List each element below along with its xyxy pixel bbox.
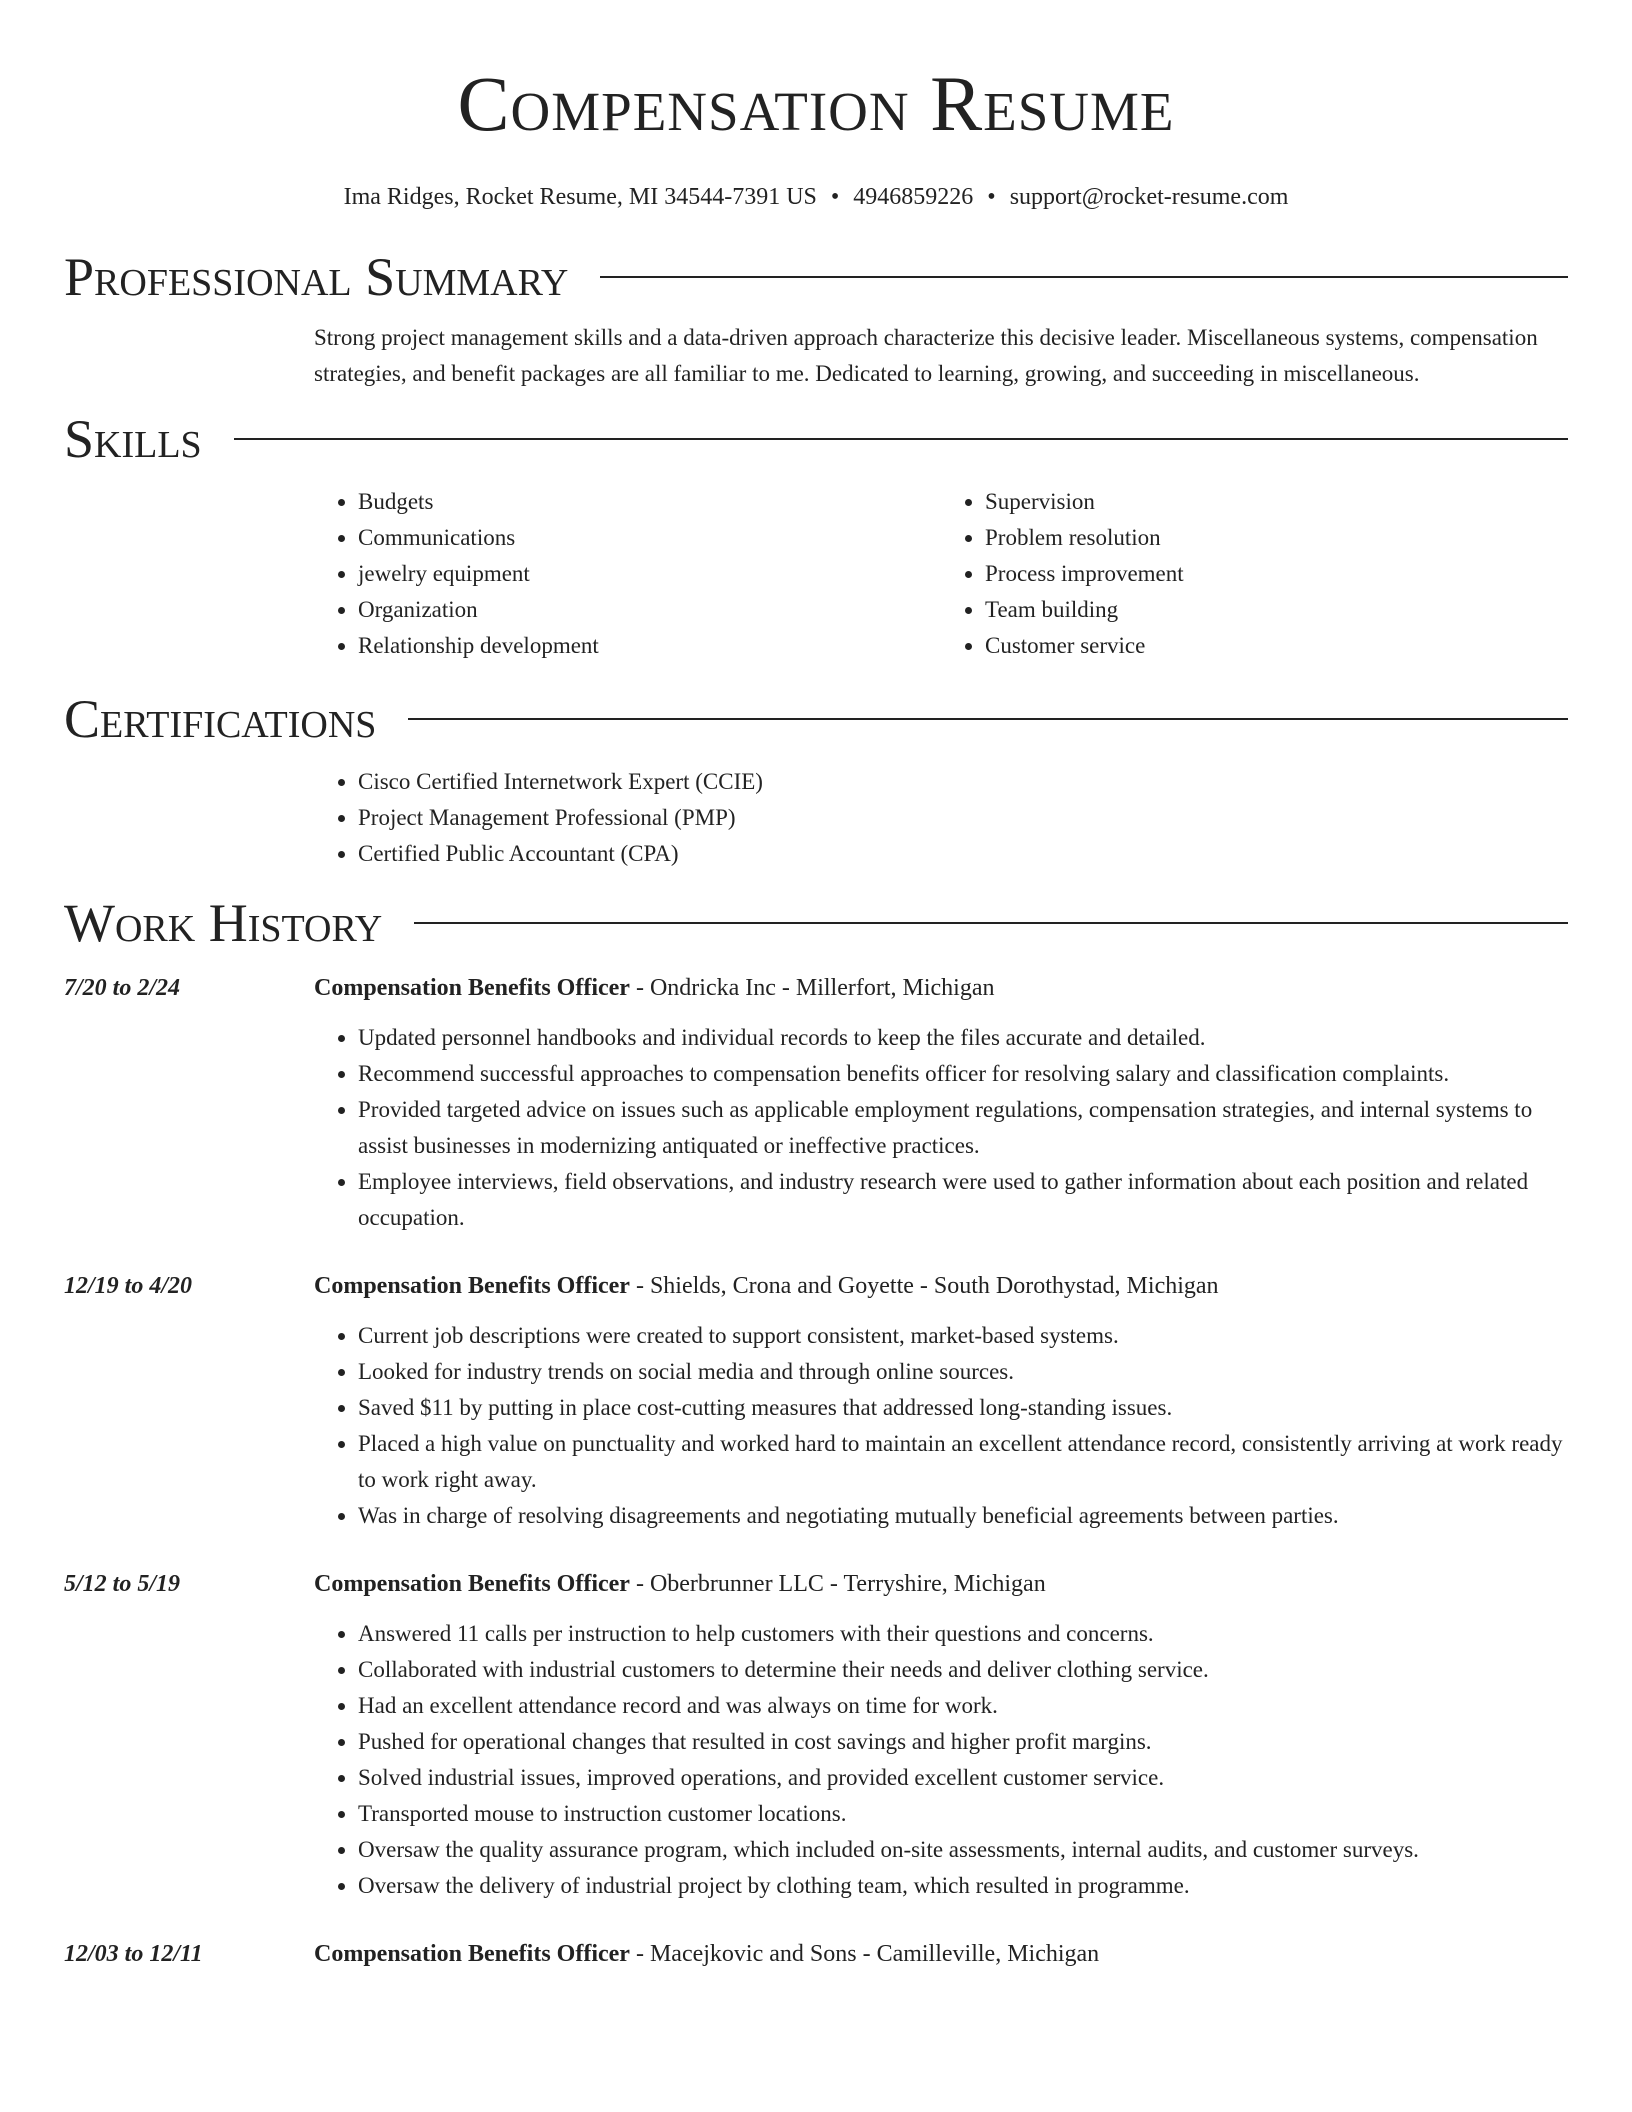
skill-item: • Organization — [358, 592, 941, 628]
skill-item: • Supervision — [985, 484, 1568, 520]
certifications-heading: Certifications — [64, 689, 377, 749]
job-title: Compensation Benefits Officer — [314, 1273, 630, 1299]
certifications-header — [64, 684, 1568, 754]
certification-item: • Project Management Professional (PMP) — [358, 800, 1568, 836]
certifications-body — [314, 764, 1568, 872]
job-company: - Ondricka Inc - Millerfort, Michigan — [629, 975, 995, 1001]
job-bullet: • Updated personnel handbooks and individual records to keep the files accurate and detailed. — [358, 1020, 1568, 1056]
job-bullet: • Provided targeted advice on issues such as applicable employment regulations, compensation strategies, and internal systems to assist businesses in modernizing antiquated or ineffective practices. — [358, 1092, 1568, 1164]
job-bullets — [314, 1318, 1568, 1534]
job-title: Compensation Benefits Officer — [314, 975, 630, 1001]
job-entry — [64, 970, 1568, 1236]
section-divider — [408, 718, 1568, 720]
skills-right-list — [941, 484, 1568, 664]
job-bullet: • Oversaw the quality assurance program, which included on-site assessments, internal audits, and customer surveys. — [358, 1832, 1568, 1868]
job-dates: 12/19 to 4/20 — [64, 1273, 193, 1299]
job-dates: 7/20 to 2/24 — [64, 975, 181, 1001]
skills-header — [64, 404, 1568, 474]
job-bullets — [314, 1616, 1568, 1904]
job-details — [314, 1268, 1568, 1534]
job-company: - Macejkovic and Sons - Camilleville, Michigan — [629, 1941, 1100, 1967]
job-heading — [314, 1936, 1568, 1972]
certifications-section — [64, 684, 1568, 872]
job-dates: 12/03 to 12/11 — [64, 1941, 203, 1967]
job-details — [314, 1936, 1568, 1972]
skills-columns — [314, 484, 1568, 664]
job-bullet: • Looked for industry trends on social media and through online sources. — [358, 1354, 1568, 1390]
skill-item: • Problem resolution — [985, 520, 1568, 556]
job-heading — [314, 1566, 1568, 1602]
certification-item: • Certified Public Accountant (CPA) — [358, 836, 1568, 872]
skill-item: • Team building — [985, 592, 1568, 628]
job-bullet: • Recommend successful approaches to compensation benefits officer for resolving salary and classification complaints. — [358, 1056, 1568, 1092]
job-heading — [314, 970, 1568, 1006]
certifications-list — [314, 764, 1568, 872]
job-bullet: • Current job descriptions were created to support consistent, market-based systems. — [358, 1318, 1568, 1354]
job-entry — [64, 1936, 1568, 1972]
resume-title: Compensation Resume — [457, 60, 1175, 147]
job-company: - Shields, Crona and Goyette - South Dorothystad, Michigan — [629, 1273, 1219, 1299]
skills-left-list — [314, 484, 941, 664]
job-bullet: • Pushed for operational changes that resulted in cost savings and higher profit margins. — [358, 1724, 1568, 1760]
job-title: Compensation Benefits Officer — [314, 1941, 630, 1967]
summary-header — [64, 242, 1568, 312]
summary-section — [64, 242, 1568, 392]
job-entry — [64, 1268, 1568, 1534]
contact-separator: • — [987, 184, 996, 210]
job-bullet: • Answered 11 calls per instruction to help customers with their questions and concerns. — [358, 1616, 1568, 1652]
section-divider — [414, 922, 1568, 924]
job-entry — [64, 1566, 1568, 1904]
job-details — [314, 970, 1568, 1236]
skill-item: • Process improvement — [985, 556, 1568, 592]
job-bullet: • Was in charge of resolving disagreements and negotiating mutually beneficial agreements between parties. — [358, 1498, 1568, 1534]
job-bullet: • Saved $11 by putting in place cost-cutting measures that addressed long-standing issues. — [358, 1390, 1568, 1426]
work-section — [64, 888, 1568, 1972]
contact-address: Ima Ridges, Rocket Resume, MI 34544-7391 US — [343, 184, 817, 210]
job-heading — [314, 1268, 1568, 1304]
skills-section — [64, 404, 1568, 664]
contact-email: support@rocket-resume.com — [1009, 184, 1289, 210]
contact-separator: • — [830, 184, 840, 210]
summary-text: Strong project management skills and a data-driven approach characterize this decisive leader. Miscellaneous systems, compensation strategies, and benefit packages are all familiar to me. Dedicated to learning, growing, and succeeding in miscellaneous. — [314, 325, 1538, 386]
skill-item: • Budgets — [358, 484, 941, 520]
job-bullet: • Collaborated with industrial customers to determine their needs and deliver clothing service. — [358, 1652, 1568, 1688]
job-bullet: • Had an excellent attendance record and was always on time for work. — [358, 1688, 1568, 1724]
section-divider — [234, 438, 1568, 440]
skill-item: • Customer service — [985, 628, 1568, 664]
contact-phone: 4946859226 — [853, 184, 974, 210]
certification-item: • Cisco Certified Internetwork Expert (CCIE) — [358, 764, 1568, 800]
contact-line — [64, 182, 1568, 212]
work-header — [64, 888, 1568, 958]
job-dates: 5/12 to 5/19 — [64, 1571, 181, 1597]
job-bullets — [314, 1020, 1568, 1236]
job-bullet: • Placed a high value on punctuality and worked hard to maintain an excellent attendance record, consistently arriving at work ready to work right away. — [358, 1426, 1568, 1498]
skill-item: • Communications — [358, 520, 941, 556]
summary-heading: Professional Summary — [64, 247, 569, 307]
skill-item: • Relationship development — [358, 628, 941, 664]
skills-heading: Skills — [64, 409, 202, 469]
work-heading: Work History — [64, 893, 383, 953]
job-title: Compensation Benefits Officer — [314, 1571, 630, 1597]
job-bullet: • Transported mouse to instruction customer locations. — [358, 1796, 1568, 1832]
skill-item: • jewelry equipment — [358, 556, 941, 592]
job-bullet: • Solved industrial issues, improved operations, and provided excellent customer service. — [358, 1760, 1568, 1796]
job-bullet: • Oversaw the delivery of industrial project by clothing team, which resulted in programme. — [358, 1868, 1568, 1904]
job-bullet: • Employee interviews, field observations, and industry research were used to gather information about each position and related occupation. — [358, 1164, 1568, 1236]
job-company: - Oberbrunner LLC - Terryshire, Michigan — [629, 1571, 1046, 1597]
job-details — [314, 1566, 1568, 1904]
section-divider — [600, 276, 1568, 278]
